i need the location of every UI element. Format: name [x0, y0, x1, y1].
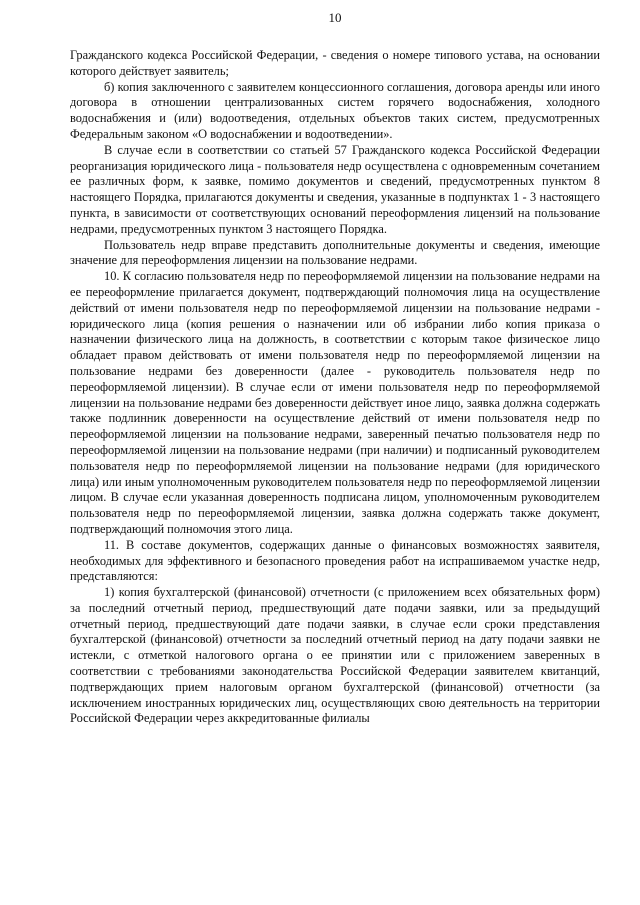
paragraph: 1) копия бухгалтерской (финансовой) отчетности (с приложением всех обязательных форм) за последний отчетный период, предшествующий дате подачи заявки, или за предыдущий отчетный период, предшествующий дате подачи заявки, в случае если сроки представления бухгалтерской (финансовой) отчетности за последний отчетный период на дату подачи заявки не истекли, с отметкой налогового органа о ее принятии или с приложением заверенных в соответствии с требованиями законодательства Российской Федерации заявителем квитанций, подтверждающих прием налоговым органом бухгалтерской (финансовой) отчетности (за исключением иностранных юридических лиц, осуществляющих свою деятельность на территории Российской Федерации через аккредитованные филиалы: [70, 585, 600, 726]
paragraph: Пользователь недр вправе представить дополнительные документы и сведения, имеющие значение для переоформления лицензии на пользование недрами.: [70, 237, 600, 268]
paragraph: Гражданского кодекса Российской Федерации, - сведения о номере типового устава, на основании которого действует заявитель;: [70, 48, 600, 78]
page-number: 10: [328, 10, 342, 25]
paragraph: 10. К согласию пользователя недр по переоформляемой лицензии на пользование недрами на ее переоформление прилагается документ, подтверждающий полномочия лица на осуществление действий от имени пользователя недр по переоформляемой лицензии на пользование недрами - юридического лица (копия решения о назначении или об избрании либо копия приказа о назначении физического лица на должность, в соответствии с которым такое физическое лицо обладает правом действовать от имени пользователя недр по переоформляемой лицензии на пользование недрами без доверенности (далее - руководитель пользователя недр по переоформляемой лицензии). В случае если от имени пользователя недр по переоформляемой лицензии на пользование недрами без доверенности действует иное лицо, заявка должна содержать также подлинник доверенности на осуществление действий от имени пользователя недр по переоформляемой лицензии на пользование недрами, заверенный печатью пользователя недр по переоформляемой лицензии на пользование недрами (при наличии) и подписанный руководителем пользователя недр по переоформляемой лицензии на пользование недрами (для юридического лица) или иным уполномоченным руководителем пользователя недр по переоформляемой лицензии лицом. В случае если указанная доверенность подписана лицом, уполномоченным руководителем пользователя недр по переоформляемой лицензии, заявка должна содержать также документ, подтверждающий полномочия этого лица.: [70, 269, 600, 536]
document-body: [70, 48, 600, 727]
paragraph: В случае если в соответствии со статьей 57 Гражданского кодекса Российской Федерации реорганизация юридического лица - пользователя недр осуществлена с одновременным сочетанием ее различных форм, к заявке, помимо документов и сведений, предусмотренных пунктом 8 настоящего Порядка, прилагаются документы и сведения, указанные в подпунктах 1 - 3 настоящего пункта, в зависимости от соответствующих оснований переоформления лицензий на пользование недрами, предусмотренных пунктом 3 настоящего Порядка.: [70, 142, 600, 236]
paragraph: 11. В составе документов, содержащих данные о финансовых возможностях заявителя, необходимых для эффективного и безопасного проведения работ на испрашиваемом участке недр, представляются:: [70, 537, 600, 584]
paragraph: б) копия заключенного с заявителем концессионного соглашения, договора аренды или иного договора в отношении централизованных систем горячего водоснабжения, холодного водоснабжения и (или) водоотведения, отдельных объектов таких систем, предусмотренных Федеральным законом «О водоснабжении и водоотведении».: [70, 79, 600, 141]
